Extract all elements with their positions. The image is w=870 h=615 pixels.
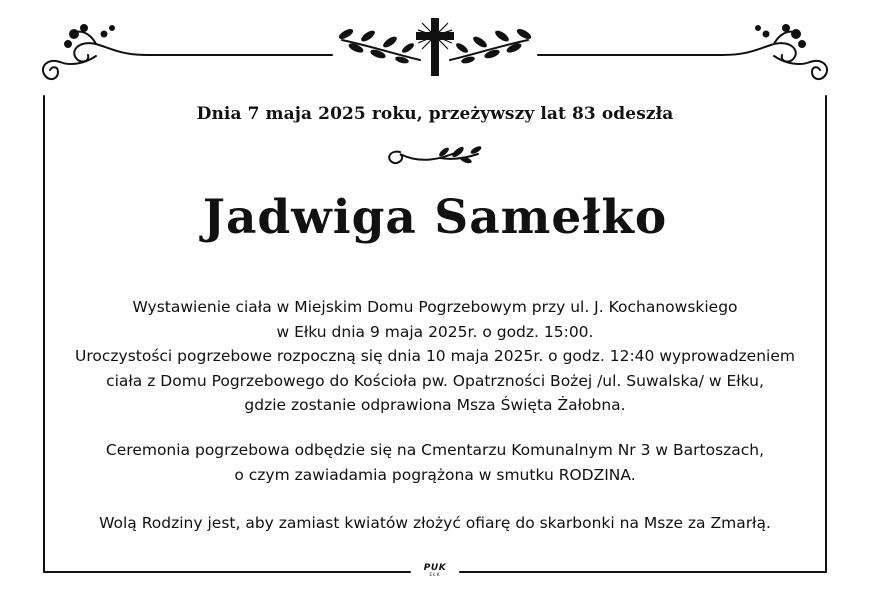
text-line: o czym zawiadamia pogrążona w smutku RODZINA. xyxy=(234,465,636,484)
text-line: Wystawienie ciała w Miejskim Domu Pogrzebowym przy ul. J. Kochanowskiego xyxy=(132,298,738,316)
text-line: Ceremonia pogrzebowa odbędzie się na Cmentarzu Komunalnym Nr 3 w Bartoszach, xyxy=(105,441,765,459)
cross-icon xyxy=(416,18,454,76)
text-line: gdzie zostanie odprawiona Msza Święta Żałobna. xyxy=(244,396,626,414)
text-line: Wolą Rodziny jest, aby zamiast kwiatów złożyć ofiarę do skarbonki na Msze za Zmarłą. xyxy=(99,514,771,532)
text-line: ciała z Domu Pogrzebowego do Kościoła pw. Opatrzności Bożej /ul. Suwalska/ w Ełku, xyxy=(106,371,764,390)
scroll-ornament-icon xyxy=(43,25,148,79)
funeral-details-paragraph xyxy=(40,295,830,418)
logo-main-text: PUK xyxy=(423,563,447,573)
text-line: w Ełku dnia 9 maja 2025r. o godz. 15:00. xyxy=(276,322,594,341)
puk-logo xyxy=(418,563,452,578)
cemetery-paragraph xyxy=(40,438,830,487)
text-line: Uroczystości pogrzebowe rozpoczną się dnia 10 maja 2025r. o godz. 12:40 wyprowadzeniem xyxy=(75,347,795,365)
logo-sub-text: EŁK xyxy=(429,573,441,578)
scroll-ornament-icon xyxy=(722,25,827,79)
intro-line: Dnia 7 maja 2025 roku, przeżywszy lat 83 odeszła xyxy=(196,104,674,124)
deceased-name: Jadwiga Samełko xyxy=(202,190,668,245)
family-wish-paragraph xyxy=(40,511,830,536)
